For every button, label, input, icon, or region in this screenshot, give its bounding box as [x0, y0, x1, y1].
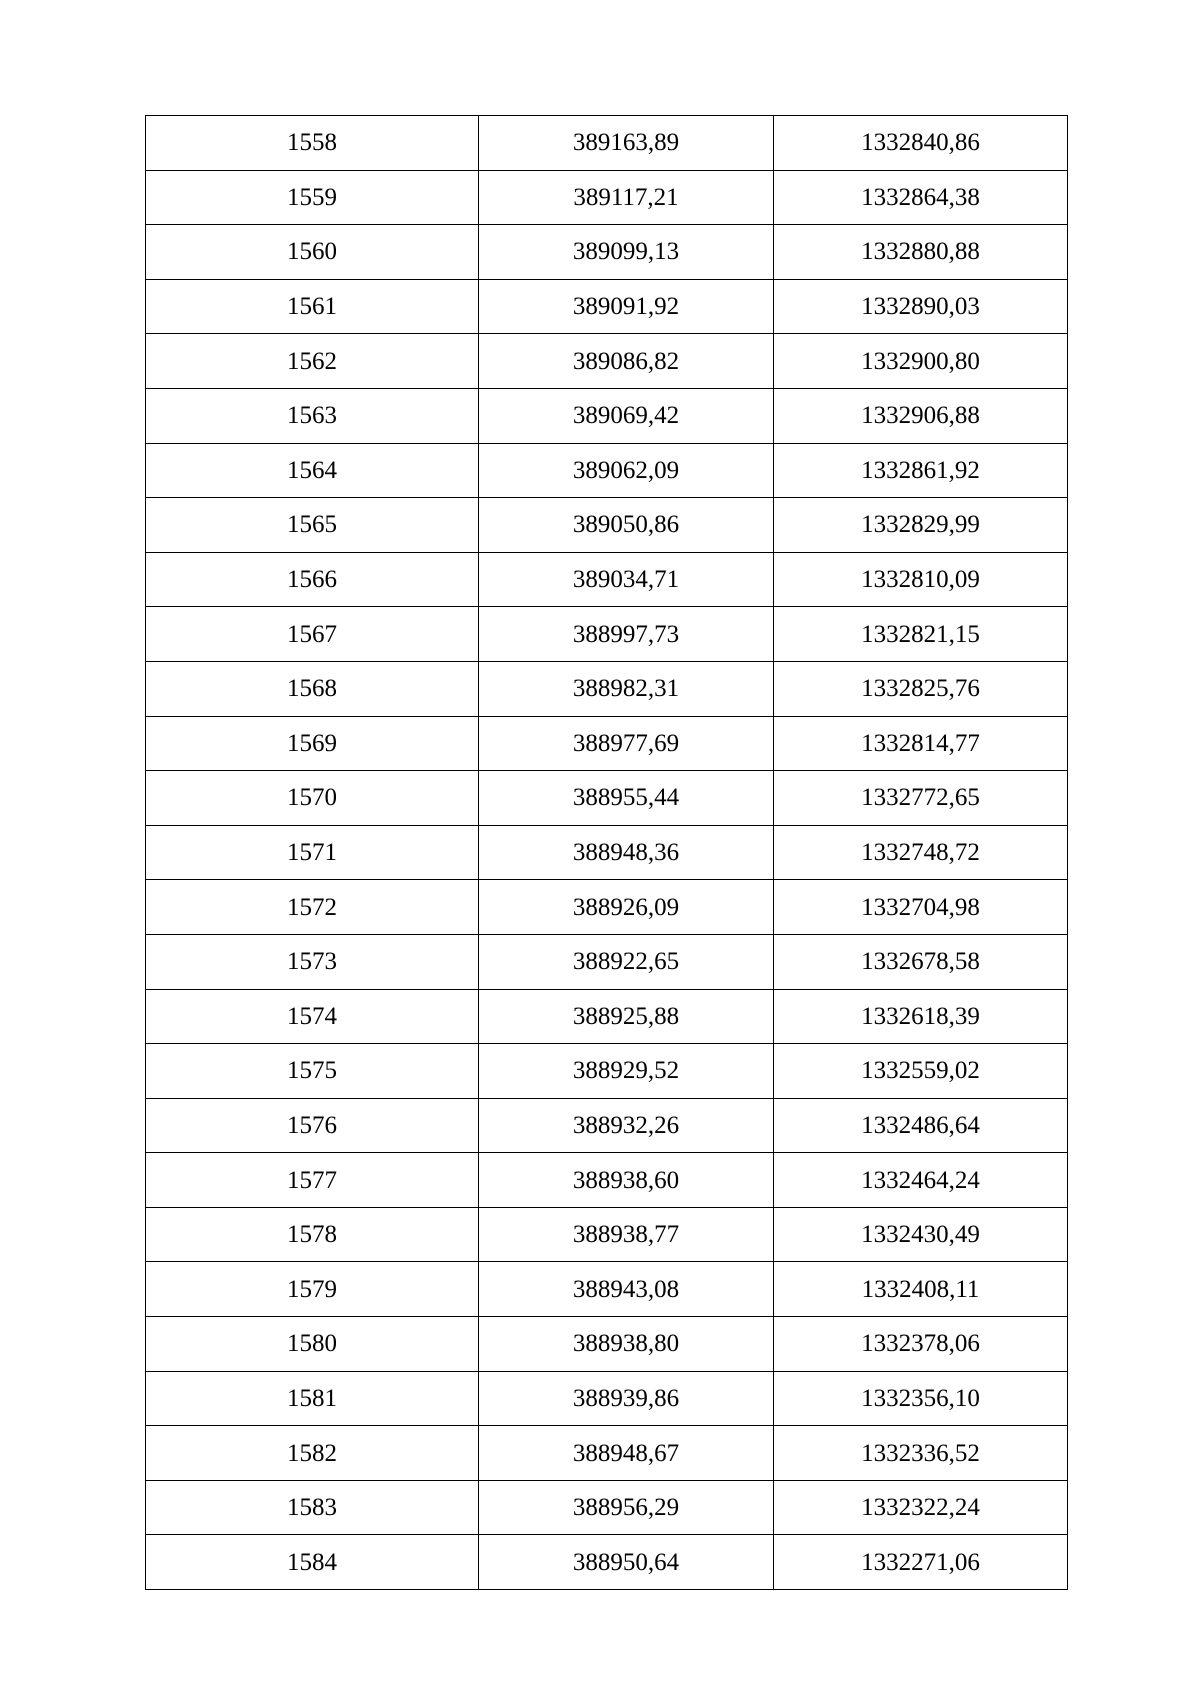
y-coordinate-cell: 1332906,88	[774, 388, 1068, 443]
table-row	[146, 661, 1068, 716]
table-row	[146, 225, 1068, 280]
y-coordinate-cell: 1332900,80	[774, 334, 1068, 389]
y-coordinate-cell: 1332430,49	[774, 1207, 1068, 1262]
point-number-cell: 1564	[146, 443, 479, 498]
y-coordinate-cell: 1332322,24	[774, 1480, 1068, 1535]
x-coordinate-cell: 388929,52	[479, 1044, 774, 1099]
y-coordinate-cell: 1332810,09	[774, 552, 1068, 607]
y-coordinate-cell: 1332559,02	[774, 1044, 1068, 1099]
table-row	[146, 1535, 1068, 1590]
x-coordinate-cell: 388925,88	[479, 989, 774, 1044]
x-coordinate-cell: 388955,44	[479, 771, 774, 826]
table-row	[146, 279, 1068, 334]
y-coordinate-cell: 1332814,77	[774, 716, 1068, 771]
table-row	[146, 1371, 1068, 1426]
table-row	[146, 170, 1068, 225]
x-coordinate-cell: 389163,89	[479, 116, 774, 171]
y-coordinate-cell: 1332336,52	[774, 1426, 1068, 1481]
y-coordinate-cell: 1332678,58	[774, 934, 1068, 989]
x-coordinate-cell: 388926,09	[479, 880, 774, 935]
point-number-cell: 1584	[146, 1535, 479, 1590]
y-coordinate-cell: 1332618,39	[774, 989, 1068, 1044]
y-coordinate-cell: 1332864,38	[774, 170, 1068, 225]
coordinates-table	[145, 115, 1068, 1590]
x-coordinate-cell: 389069,42	[479, 388, 774, 443]
point-number-cell: 1577	[146, 1153, 479, 1208]
table-row	[146, 1098, 1068, 1153]
x-coordinate-cell: 388948,36	[479, 825, 774, 880]
x-coordinate-cell: 388948,67	[479, 1426, 774, 1481]
table-row	[146, 1480, 1068, 1535]
point-number-cell: 1572	[146, 880, 479, 935]
point-number-cell: 1567	[146, 607, 479, 662]
coordinates-table-body	[146, 116, 1068, 1590]
table-row	[146, 388, 1068, 443]
point-number-cell: 1558	[146, 116, 479, 171]
y-coordinate-cell: 1332748,72	[774, 825, 1068, 880]
table-row	[146, 607, 1068, 662]
point-number-cell: 1562	[146, 334, 479, 389]
table-row	[146, 880, 1068, 935]
y-coordinate-cell: 1332486,64	[774, 1098, 1068, 1153]
point-number-cell: 1583	[146, 1480, 479, 1535]
table-row	[146, 334, 1068, 389]
point-number-cell: 1575	[146, 1044, 479, 1099]
point-number-cell: 1570	[146, 771, 479, 826]
x-coordinate-cell: 389099,13	[479, 225, 774, 280]
point-number-cell: 1568	[146, 661, 479, 716]
y-coordinate-cell: 1332829,99	[774, 498, 1068, 553]
x-coordinate-cell: 388997,73	[479, 607, 774, 662]
point-number-cell: 1580	[146, 1317, 479, 1372]
table-row	[146, 1426, 1068, 1481]
x-coordinate-cell: 388939,86	[479, 1371, 774, 1426]
table-row	[146, 1262, 1068, 1317]
y-coordinate-cell: 1332861,92	[774, 443, 1068, 498]
x-coordinate-cell: 389062,09	[479, 443, 774, 498]
x-coordinate-cell: 388938,60	[479, 1153, 774, 1208]
y-coordinate-cell: 1332271,06	[774, 1535, 1068, 1590]
point-number-cell: 1576	[146, 1098, 479, 1153]
point-number-cell: 1560	[146, 225, 479, 280]
point-number-cell: 1582	[146, 1426, 479, 1481]
point-number-cell: 1578	[146, 1207, 479, 1262]
point-number-cell: 1579	[146, 1262, 479, 1317]
x-coordinate-cell: 389086,82	[479, 334, 774, 389]
x-coordinate-cell: 388938,77	[479, 1207, 774, 1262]
y-coordinate-cell: 1332890,03	[774, 279, 1068, 334]
point-number-cell: 1569	[146, 716, 479, 771]
table-row	[146, 116, 1068, 171]
y-coordinate-cell: 1332825,76	[774, 661, 1068, 716]
y-coordinate-cell: 1332464,24	[774, 1153, 1068, 1208]
table-row	[146, 552, 1068, 607]
y-coordinate-cell: 1332880,88	[774, 225, 1068, 280]
point-number-cell: 1571	[146, 825, 479, 880]
table-row	[146, 1044, 1068, 1099]
table-row	[146, 1153, 1068, 1208]
table-row	[146, 443, 1068, 498]
table-row	[146, 771, 1068, 826]
point-number-cell: 1561	[146, 279, 479, 334]
x-coordinate-cell: 388943,08	[479, 1262, 774, 1317]
x-coordinate-cell: 388982,31	[479, 661, 774, 716]
table-row	[146, 989, 1068, 1044]
x-coordinate-cell: 388950,64	[479, 1535, 774, 1590]
y-coordinate-cell: 1332772,65	[774, 771, 1068, 826]
y-coordinate-cell: 1332840,86	[774, 116, 1068, 171]
point-number-cell: 1573	[146, 934, 479, 989]
y-coordinate-cell: 1332821,15	[774, 607, 1068, 662]
table-row	[146, 498, 1068, 553]
point-number-cell: 1559	[146, 170, 479, 225]
point-number-cell: 1563	[146, 388, 479, 443]
point-number-cell: 1574	[146, 989, 479, 1044]
point-number-cell: 1566	[146, 552, 479, 607]
x-coordinate-cell: 389034,71	[479, 552, 774, 607]
x-coordinate-cell: 389117,21	[479, 170, 774, 225]
x-coordinate-cell: 388922,65	[479, 934, 774, 989]
x-coordinate-cell: 389091,92	[479, 279, 774, 334]
table-row	[146, 1317, 1068, 1372]
y-coordinate-cell: 1332356,10	[774, 1371, 1068, 1426]
y-coordinate-cell: 1332408,11	[774, 1262, 1068, 1317]
y-coordinate-cell: 1332704,98	[774, 880, 1068, 935]
x-coordinate-cell: 388932,26	[479, 1098, 774, 1153]
table-row	[146, 1207, 1068, 1262]
x-coordinate-cell: 388977,69	[479, 716, 774, 771]
x-coordinate-cell: 388956,29	[479, 1480, 774, 1535]
table-row	[146, 716, 1068, 771]
y-coordinate-cell: 1332378,06	[774, 1317, 1068, 1372]
point-number-cell: 1581	[146, 1371, 479, 1426]
point-number-cell: 1565	[146, 498, 479, 553]
x-coordinate-cell: 389050,86	[479, 498, 774, 553]
table-row	[146, 934, 1068, 989]
table-row	[146, 825, 1068, 880]
x-coordinate-cell: 388938,80	[479, 1317, 774, 1372]
